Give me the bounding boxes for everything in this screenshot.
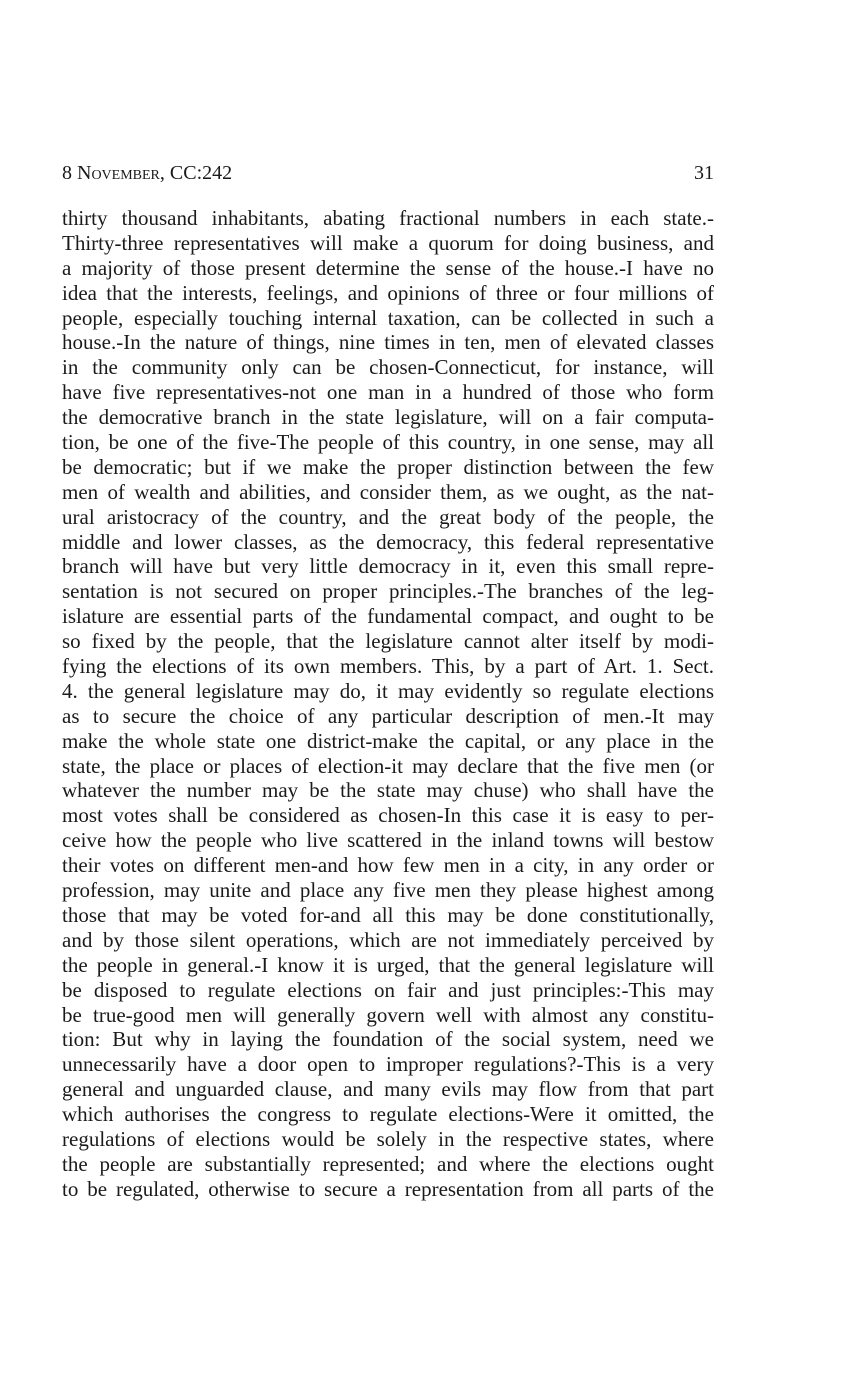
header-month: November [77,162,160,184]
text-line: make the whole state one district-make the capital, or any place in the [62,728,714,753]
text-line: be true-good men will generally govern well with almost any constitu- [62,1002,714,1027]
text-line: general and unguarded clause, and many evils may flow from that part [62,1077,714,1102]
text-line: thirty thousand inhabitants, abating fractional numbers in each state.- [62,206,714,230]
text-line: which authorises the congress to regulate elections-Were it omitted, the [62,1102,714,1127]
text-line: men of wealth and abilities, and consider them, as we ought, as the nat- [62,479,714,504]
body-text [62,206,714,1202]
text-line: so fixed by the people, that the legislature cannot alter itself by modi- [62,629,714,654]
text-line: branch will have but very little democracy in it, even this small repre- [62,554,714,579]
text-line: tion: But why in laying the foundation of the social system, need we [62,1027,714,1052]
text-line: 4. the general legislature may do, it may evidently so regulate elections [62,678,714,703]
running-head [62,160,714,186]
page-number: 31 [694,162,714,184]
text-line: sentation is not secured on proper principles.-The branches of the leg- [62,579,714,604]
text-line: have five representatives-not one man in a hundred of those who form [62,380,714,405]
text-line: middle and lower classes, as the democracy, this federal representative [62,529,714,554]
text-line: people, especially touching internal taxation, can be collected in such a [62,305,714,330]
text-line: state, the place or places of election-it may declare that the five men (or [62,753,714,778]
text-line: the people in general.-I know it is urged, that the general legislature will [62,952,714,977]
text-line: profession, may unite and place any five men they please highest among [62,878,714,903]
text-line: and by those silent operations, which are not immediately perceived by [62,927,714,952]
text-line: the democrative branch in the state legislature, will on a fair computa- [62,405,714,430]
text-line: house.-In the nature of things, nine times in ten, men of elevated classes [62,330,714,355]
text-line: most votes shall be considered as chosen-In this case it is easy to per- [62,803,714,828]
running-head-left [62,160,232,186]
text-line: ural aristocracy of the country, and the great body of the people, the [62,504,714,529]
text-line: Thirty-three representatives will make a quorum for doing business, and [62,230,714,255]
text-line: those that may be voted for-and all this may be done constitutionally, [62,902,714,927]
header-date: 8 [62,162,77,184]
text-line: idea that the interests, feelings, and opinions of three or four millions of [62,280,714,305]
text-line: tion, be one of the five-The people of this country, in one sense, may all [62,430,714,455]
text-line: islature are essential parts of the fundamental compact, and ought to be [62,604,714,629]
text-line: to be regulated, otherwise to secure a representation from all parts of the [62,1176,714,1201]
text-line: regulations of elections would be solely in the respective states, where [62,1126,714,1151]
text-line: be disposed to regulate elections on fair and just principles:-This may [62,977,714,1002]
header-doc-ref: , CC:242 [159,162,233,184]
text-line: the people are substantially represented; and where the elections ought [62,1151,714,1176]
text-line: be democratic; but if we make the proper distinction between the few [62,454,714,479]
text-line: unnecessarily have a door open to improper regulations?-This is a very [62,1052,714,1077]
text-line: ceive how the people who live scattered in the inland towns will bestow [62,828,714,853]
text-line: in the community only can be chosen-Connecticut, for instance, will [62,355,714,380]
text-line: fying the elections of its own members. This, by a part of Art. 1. Sect. [62,654,714,679]
text-line: as to secure the choice of any particular description of men.-It may [62,703,714,728]
text-line: their votes on different men-and how few men in a city, in any order or [62,853,714,878]
text-line: whatever the number may be the state may chuse) who shall have the [62,778,714,803]
text-line: a majority of those present determine the sense of the house.-I have no [62,255,714,280]
